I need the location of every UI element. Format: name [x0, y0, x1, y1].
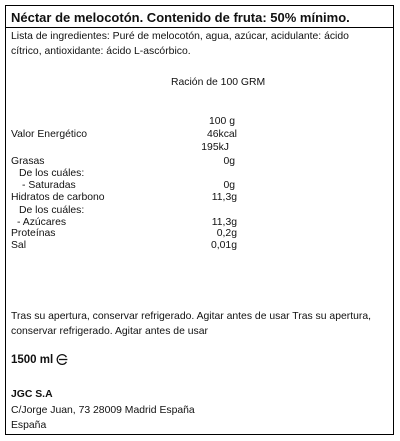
company-name: JGC S.A	[11, 389, 53, 400]
nutrition-value: 11,3g	[211, 192, 237, 203]
volume-value: 1500 ml	[11, 353, 54, 366]
volume	[11, 353, 69, 366]
company-info	[11, 387, 195, 434]
nutrition-label: Sal	[11, 240, 27, 251]
company-address: C/Jorge Juan, 73 28009 Madrid España	[11, 404, 195, 416]
nutrition-value: 0g	[223, 156, 235, 167]
nutrition-label: De los cuáles:	[19, 205, 85, 216]
ingredients-text: Lista de ingredientes: Puré de melocotón, agua, azúcar, acidulante: ácido cítrico, antioxidante: ácido L-ascórbico.	[11, 31, 349, 57]
product-title: Néctar de melocotón. Contenido de fruta: 50% mínimo.	[11, 10, 350, 25]
nutrition-label: Valor Energético	[11, 129, 88, 140]
company-country: España	[11, 420, 47, 431]
nutrition-value: 0g	[223, 180, 235, 191]
nutrition-label: - Azúcares	[17, 217, 67, 228]
nutrition-value: 11,3g	[211, 217, 237, 228]
nutrition-value: 0,2g	[216, 228, 237, 239]
nutrition-label: De los cuáles:	[19, 168, 85, 179]
nutrition-label: Grasas	[11, 156, 45, 167]
portion-label: Ración de 100 GRM	[171, 77, 266, 88]
nutrition-value: 195kJ	[201, 142, 229, 153]
nutrition-value: 46kcal	[206, 129, 237, 140]
product-label	[5, 5, 394, 435]
nutrition-label: Proteínas	[11, 228, 56, 239]
title-box	[6, 6, 393, 28]
nutrition-label: - Saturadas	[22, 180, 76, 191]
nutrition-label: Hidratos de carbono	[11, 192, 105, 203]
storage-instructions: Tras su apertura, conservar refrigerado. Agitar antes de usar Tras su apertura, conservar refrigerado. Agitar antes de usar	[11, 311, 371, 337]
estimated-sign-icon	[56, 353, 69, 366]
nutrition-value: 100 g	[208, 116, 235, 127]
nutrition-value: 0,01g	[210, 240, 237, 251]
